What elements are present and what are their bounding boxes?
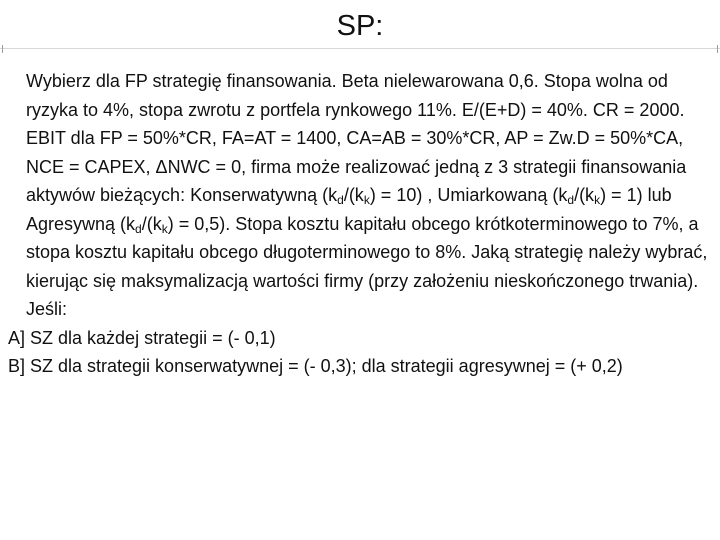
problem-text: Wybierz dla FP strategię finansowania. Beta nielewarowana 0,6. Stopa wolna od ryzyka to 4%, stopa zwrotu z portfela rynkowego 11%. E/(E+D) = 40%. CR = 2000. EBIT dla FP = 50%*CR, FA=AT = 1400, CA=AB = 30%*CR, AP = Zw.D = 50%*CA, NCE = CAPEX, ΔNWC = 0, firma może realizować jedną z 3 strategii finansowania aktywów bieżących: Konserwatywną (k	[26, 71, 687, 205]
problem-text: ) = 1) lub Agresywną (k	[26, 185, 672, 234]
subscript-k: k	[594, 193, 601, 207]
subscript-d: d	[135, 221, 142, 236]
problem-text: ) = 10) , Umiarkowaną (k	[369, 185, 568, 205]
option-b: B] SZ dla strategii konserwatywnej = (- 0,3); dla strategii agresywnej = (+ 0,2)	[8, 356, 623, 376]
slide-content	[8, 67, 714, 381]
subscript-k: k	[161, 221, 168, 236]
problem-statement	[8, 67, 714, 324]
slide-title: SP:	[336, 10, 384, 42]
problem-text: /(k	[141, 213, 162, 234]
problem-text: ) = 0,5). Stopa kosztu kapitału obcego krótkoterminowego to 7%, a stopa kosztu kapitału obcego długoterminowego to 8%. Jaką strategię należy wybrać, kierując się maksymalizacją wartości firmy (przy założeniu nieskończonego trwania). Jeśli:	[26, 213, 708, 319]
subscript-d: d	[567, 193, 575, 207]
problem-text: /(k	[343, 185, 364, 205]
subscript-d: d	[337, 193, 344, 207]
option-a: A] SZ dla każdej strategii = (- 0,1)	[8, 327, 276, 348]
title-divider	[0, 48, 720, 49]
subscript-k: k	[363, 193, 370, 207]
problem-text: /(k	[574, 185, 595, 205]
